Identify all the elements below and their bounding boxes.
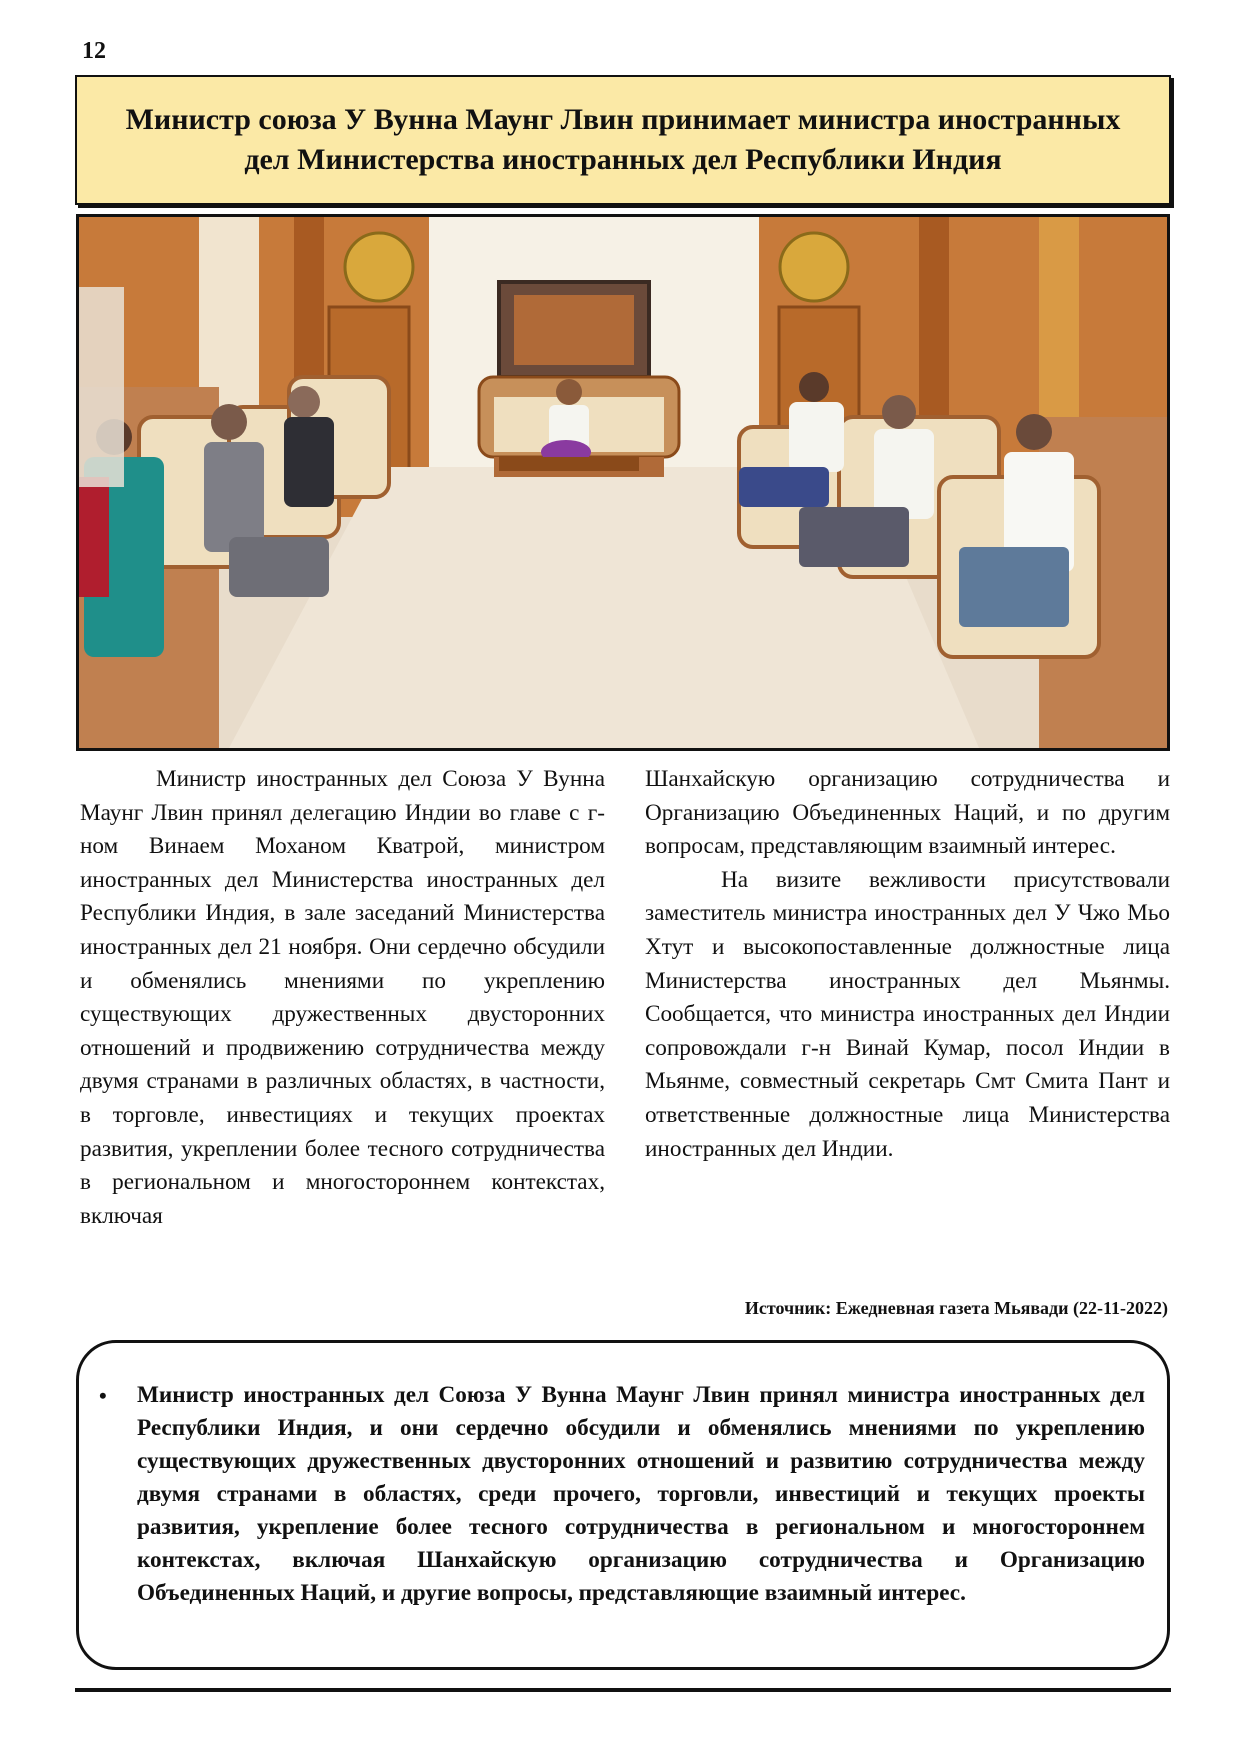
article-paragraph-2: На визите вежливости присутствовали заместитель министра иностранных дел У Чжо Мьо Хтут и высокопоставленные должностные лица Министерства иностранных дел Мьянмы. Сообщается, что министра иностранных дел Индии сопровождали г-н Винай Кумар, посол Индии в Мьянме, совместный секретарь Смт Смита Пант и ответственные должностные лица Министерства иностранных дел Индии. — [645, 866, 1170, 1162]
page-number: 12 — [82, 38, 106, 64]
meeting-photo — [76, 214, 1170, 751]
bottom-divider — [75, 1688, 1171, 1692]
article-paragraph-1: Министр иностранных дел Союза У Вунна Маунг Лвин принял делегацию Индии во главе с г-ном Винаем Моханом Кватрой, министром иностранных дел Министерства иностранных дел Республики Индия, в зале заседаний Министерства иностранных дел 21 ноября. Они сердечно обсудили и обменялись мнениями по укреплению существующих дружественных двусторонних отношений и продвижению сотрудничества между двумя странами в различных областях, в частности, в торговле, инвестициях и текущих проектах развития, укреплении более тесного сотрудничества в региональном и многостороннем контекстах, включая — [80, 766, 605, 1229]
summary-item — [99, 1379, 1145, 1610]
article-left-column — [80, 763, 605, 1233]
summary-list — [79, 1343, 1167, 1610]
article-right-column — [645, 763, 1170, 1166]
summary-text: Министр иностранных дел Союза У Вунна Маунг Лвин принял министра иностранных дел Республики Индия, и они сердечно обсудили и обменялись мнениями по укреплению существующих дружественных двусторонних отношений и развитию сотрудничества между двумя странами в областях, среди прочего, торговли, инвестиций и текущих проекты развития, укрепление более тесного сотрудничества в региональном и многостороннем контекстах, включая Шанхайскую организацию сотрудничества и Организацию Объединенных Наций, и другие вопросы, представляющие взаимный интерес. — [137, 1382, 1145, 1606]
article-title: Министр союза У Вунна Маунг Лвин принимает министра иностранных дел Министерства иностранных дел Республики Индия — [125, 102, 1121, 176]
article-paragraph-1-continued: Шанхайскую организацию сотрудничества и Организацию Объединенных Наций, и по другим вопросам, представляющим взаимный интерес. — [645, 766, 1170, 860]
article-source: Источник: Ежедневная газета Мьявади (22-11-2022) — [744, 1298, 1168, 1318]
bullet-icon: • — [99, 1383, 107, 1408]
summary-box — [76, 1340, 1170, 1670]
article-title-box — [75, 75, 1171, 205]
